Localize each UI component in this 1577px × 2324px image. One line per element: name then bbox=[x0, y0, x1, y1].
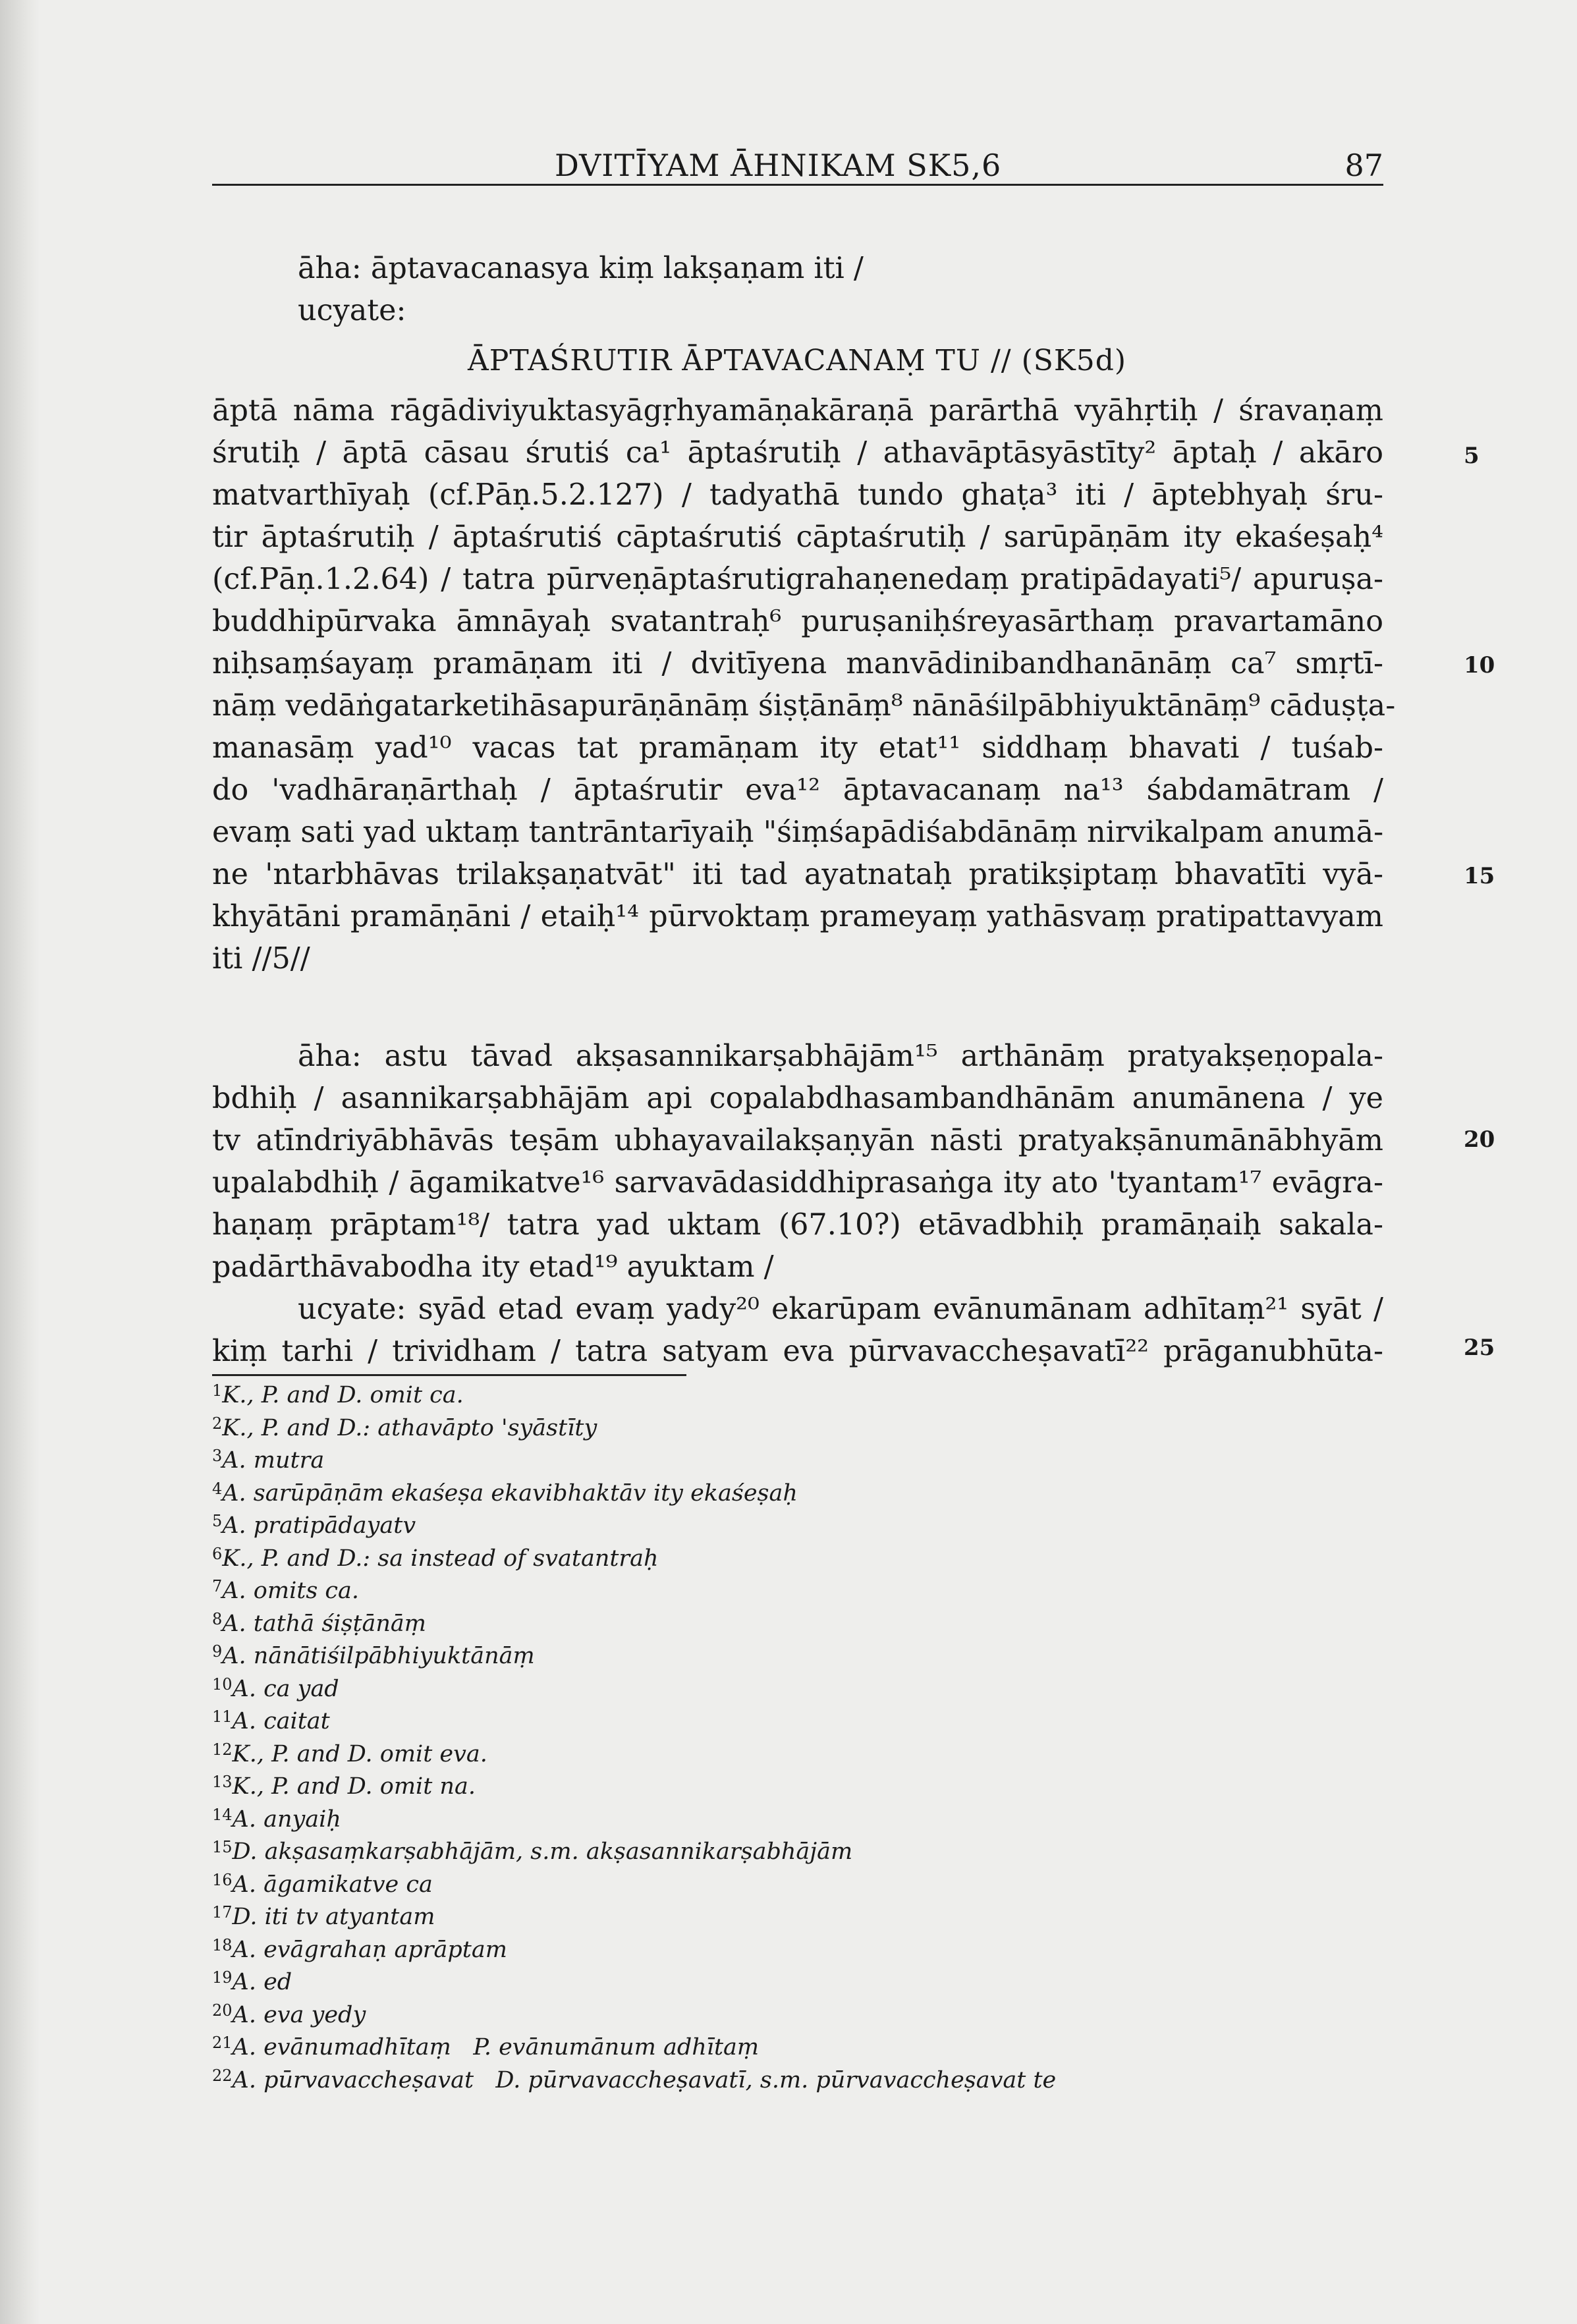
footnote-number: 12 bbox=[212, 1740, 233, 1759]
footnote-text: A. pratipādayatv bbox=[222, 1512, 416, 1539]
footnote-number: 15 bbox=[212, 1838, 233, 1856]
line-number: 25 bbox=[1464, 1335, 1495, 1361]
commentary-paragraph-1 bbox=[212, 390, 1396, 980]
line-number: 10 bbox=[1464, 652, 1495, 678]
text-line: ucyate: syād etad evaṃ yady²⁰ ekarūpam evānumānam adhītaṃ²¹ syāt / bbox=[298, 1292, 1383, 1326]
footnote-number: 13 bbox=[212, 1773, 233, 1791]
footnote bbox=[212, 1869, 1398, 1902]
footnote-text: A. āgamikatve ca bbox=[232, 1871, 433, 1898]
intro-line: ucyate: bbox=[298, 294, 406, 327]
footnote-number: 14 bbox=[212, 1805, 233, 1824]
footnote-text: A. evānumadhītaṃ P. evānumānum adhītaṃ bbox=[232, 2034, 760, 2061]
footnote-text: A. sarūpāṇām ekaśeṣa ekavibhaktāv ity ekaśeṣaḥ bbox=[222, 1480, 798, 1507]
text-line: evaṃ sati yad uktaṃ tantrāntarīyaiḥ "śiṃśapādiśabdānāṃ nirvikalpam anumā- bbox=[212, 816, 1384, 849]
line-number: 5 bbox=[1464, 443, 1480, 469]
footnote-number: 1 bbox=[212, 1381, 223, 1400]
footnote bbox=[212, 1608, 1398, 1641]
footnote bbox=[212, 1901, 1398, 1934]
commentary-paragraph-2 bbox=[212, 1036, 1383, 1373]
header-rule bbox=[212, 184, 1383, 186]
footnote-number: 18 bbox=[212, 1935, 233, 1954]
text-line: bdhiḥ / asannikarṣabhājām api copalabdhasambandhānām anumānena / ye bbox=[212, 1082, 1383, 1115]
footnote bbox=[212, 1966, 1398, 1999]
footnote-text: D. iti tv atyantam bbox=[232, 1904, 435, 1930]
footnote-number: 3 bbox=[212, 1447, 223, 1465]
footnote bbox=[212, 2064, 1398, 2097]
footnote bbox=[212, 1543, 1398, 1576]
footnote-number: 5 bbox=[212, 1512, 223, 1530]
footnote bbox=[212, 1510, 1398, 1543]
footnote bbox=[212, 1738, 1398, 1771]
footnote-number: 22 bbox=[212, 2066, 233, 2085]
footnote-text: A. caitat bbox=[232, 1708, 330, 1734]
footnote-number: 4 bbox=[212, 1479, 223, 1498]
intro-line: āha: āptavacanasya kiṃ lakṣaṇam iti / bbox=[298, 252, 864, 285]
footnote-number: 2 bbox=[212, 1414, 223, 1433]
footnote-text: A. evāgrahaṇ aprāptam bbox=[232, 1936, 507, 1963]
footnote-text: A. ca yad bbox=[232, 1675, 339, 1702]
footnote bbox=[212, 1934, 1398, 1967]
footnote bbox=[212, 1771, 1398, 1804]
text-line: (cf.Pāṇ.1.2.64) / tatra pūrveṇāptaśrutigrahaṇenedaṃ pratipādayati⁵/ apuruṣa- bbox=[212, 563, 1383, 596]
footnote-text: K., P. and D.: athavāpto 'syāstīty bbox=[222, 1414, 597, 1441]
footnote bbox=[212, 1640, 1398, 1673]
page-binding-shadow bbox=[0, 0, 40, 2324]
footnote-number: 10 bbox=[212, 1674, 233, 1694]
footnote-number: 11 bbox=[212, 1707, 233, 1726]
footnote-number: 20 bbox=[212, 2001, 233, 2020]
verse-heading: ĀPTAŚRUTIR ĀPTAVACANAṂ TU // (SK5d) bbox=[468, 344, 1127, 377]
text-line: āha: astu tāvad akṣasannikarṣabhājām¹⁵ arthānāṃ pratyakṣeṇopala- bbox=[298, 1039, 1383, 1073]
text-line: iti //5// bbox=[212, 942, 310, 976]
text-line: kiṃ tarhi / trividham / tatra satyam eva pūrvavaccheṣavatī²² prāganubhūta- bbox=[212, 1335, 1383, 1368]
text-line: upalabdhiḥ / āgamikatve¹⁶ sarvavādasiddhiprasaṅga ity ato 'tyantam¹⁷ evāgra- bbox=[212, 1166, 1383, 1200]
footnote-number: 19 bbox=[212, 1968, 233, 1987]
footnote bbox=[212, 1379, 1398, 1412]
footnote bbox=[212, 1575, 1398, 1608]
footnote-text: A. eva yedy bbox=[232, 2001, 366, 2028]
text-line: niḥsaṃśayaṃ pramāṇam iti / dvitīyena manvādinibandhanānāṃ ca⁷ smṛtī- bbox=[212, 647, 1383, 680]
text-line: nāṃ vedāṅgatarketihāsapurāṇānāṃ śiṣṭānāṃ⁸ nānāśilpābhiyuktānāṃ⁹ cāduṣṭa- bbox=[212, 689, 1396, 723]
footnote-text: D. akṣasaṃkarṣabhājām, s.m. akṣasannikarṣabhājām bbox=[232, 1839, 853, 1865]
footnote bbox=[212, 1673, 1398, 1706]
footnote-number: 6 bbox=[212, 1544, 223, 1563]
line-number: 20 bbox=[1464, 1126, 1495, 1153]
footnote-text: A. ed bbox=[232, 1969, 292, 1995]
footnote-text: K., P. and D.: sa instead of svatantraḥ bbox=[222, 1545, 659, 1572]
footnote-text: K., P. and D. omit ca. bbox=[222, 1382, 464, 1408]
page-number: 87 bbox=[1344, 148, 1383, 183]
text-line: śrutiḥ / āptā cāsau śrutiś ca¹ āptaśrutiḥ / athavāptāsyāstīty² āptaḥ / akāro bbox=[212, 436, 1383, 470]
footnote bbox=[212, 1999, 1398, 2032]
footnote-rule bbox=[212, 1374, 686, 1376]
footnote bbox=[212, 1705, 1398, 1738]
footnote-text: A. nānātiśilpābhiyuktānāṃ bbox=[222, 1643, 535, 1669]
footnote-number: 21 bbox=[212, 2034, 233, 2052]
running-header bbox=[212, 144, 1383, 186]
footnote-number: 7 bbox=[212, 1577, 223, 1595]
text-line: tv atīndriyābhāvās teṣām ubhayavailakṣaṇyān nāsti pratyakṣānumānābhyām bbox=[212, 1124, 1383, 1157]
footnote-number: 8 bbox=[212, 1609, 223, 1628]
footnote-text: A. tathā śiṣṭānāṃ bbox=[222, 1610, 427, 1637]
footnote-text: A. omits ca. bbox=[222, 1578, 360, 1604]
text-line: do 'vadhāraṇārthaḥ / āptaśrutir eva¹² āptavacanaṃ na¹³ śabdamātram / bbox=[212, 773, 1383, 807]
text-line: matvarthīyaḥ (cf.Pāṇ.5.2.127) / tadyathā tundo ghaṭa³ iti / āptebhyaḥ śru- bbox=[212, 478, 1383, 512]
footnote bbox=[212, 2032, 1398, 2064]
footnote-text: K., P. and D. omit eva. bbox=[232, 1740, 487, 1767]
footnotes bbox=[212, 1379, 1398, 2097]
text-line: padārthāvabodha ity etad¹⁹ ayuktam / bbox=[212, 1250, 774, 1284]
footnote bbox=[212, 1445, 1398, 1478]
text-line: ne 'ntarbhāvas trilakṣaṇatvāt" iti tad ayatnataḥ pratikṣiptaṃ bhavatīti vyā- bbox=[212, 858, 1383, 891]
footnote bbox=[212, 1478, 1398, 1510]
line-number: 15 bbox=[1464, 863, 1495, 889]
header-title: DVITĪYAM ĀHNIKAM SK5,6 bbox=[555, 148, 1002, 183]
text-line: manasāṃ yad¹⁰ vacas tat pramāṇam ity etat¹¹ siddhaṃ bhavati / tuśab- bbox=[212, 731, 1383, 765]
footnote-number: 16 bbox=[212, 1870, 233, 1889]
footnote bbox=[212, 1804, 1398, 1837]
footnote-number: 17 bbox=[212, 1903, 233, 1922]
footnote bbox=[212, 1412, 1398, 1445]
text-line: haṇaṃ prāptam¹⁸/ tatra yad uktam (67.10?) etāvadbhiḥ pramāṇaiḥ sakala- bbox=[212, 1208, 1383, 1242]
text-line: āptā nāma rāgādiviyuktasyāgṛhyamāṇakāraṇā parārthā vyāhṛtiḥ / śravaṇaṃ bbox=[212, 394, 1383, 428]
footnote-number: 9 bbox=[212, 1642, 223, 1661]
text-line: tir āptaśrutiḥ / āptaśrutiś cāptaśrutiś cāptaśrutiḥ / sarūpāṇām ity ekaśeṣaḥ⁴ bbox=[212, 520, 1383, 554]
footnote-text: A. pūrvavaccheṣavat D. pūrvavaccheṣavatī, s.m. pūrvavaccheṣavat te bbox=[232, 2066, 1057, 2093]
footnote bbox=[212, 1836, 1398, 1869]
footnote-text: A. anyaiḥ bbox=[232, 1806, 341, 1833]
footnote-text: K., P. and D. omit na. bbox=[232, 1773, 476, 1800]
text-line: khyātāni pramāṇāni / etaiḥ¹⁴ pūrvoktaṃ prameyaṃ yathāsvaṃ pratipattavyam bbox=[212, 900, 1383, 933]
footnote-text: A. mutra bbox=[222, 1447, 325, 1474]
text-line: buddhipūrvaka āmnāyaḥ svatantraḥ⁶ puruṣaniḥśreyasārthaṃ pravartamāno bbox=[212, 605, 1383, 638]
intro-block bbox=[212, 248, 1383, 332]
